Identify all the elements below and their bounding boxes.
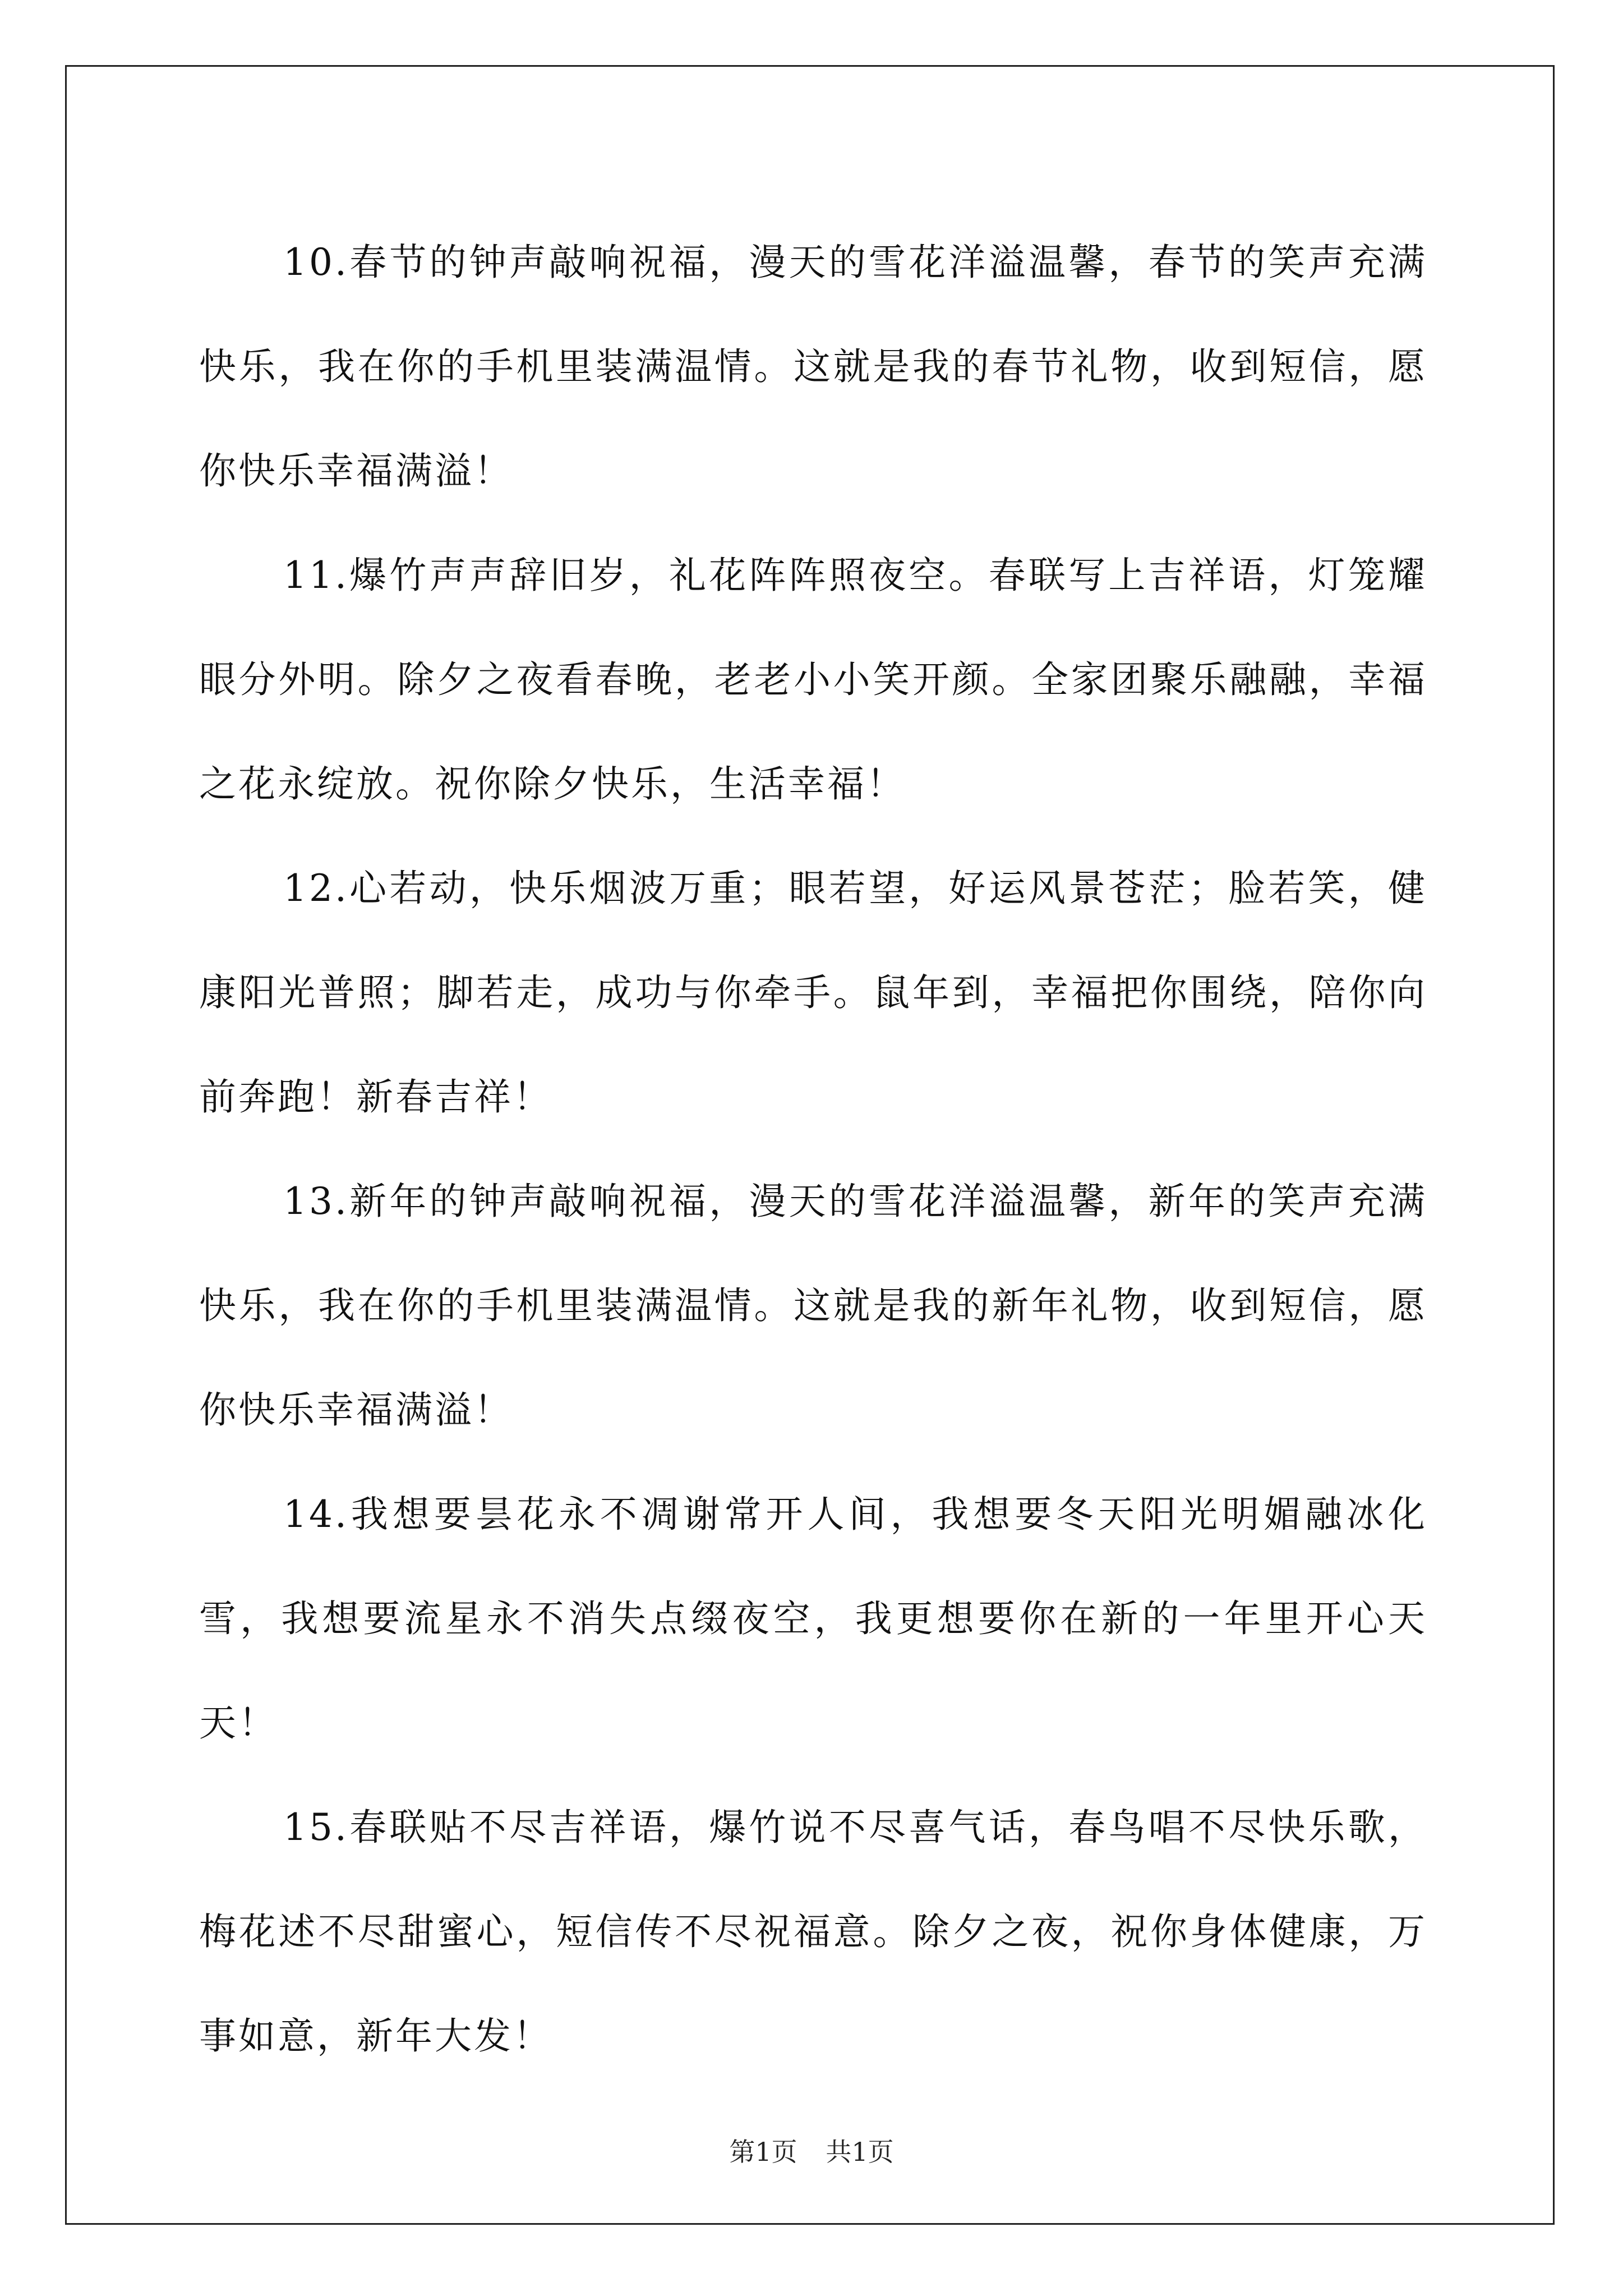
paragraph-10: 10.春节的钟声敲响祝福，漫天的雪花洋溢温馨，春节的笑声充满快乐，我在你的手机里装满温情。这就是我的春节礼物，收到短信，愿你快乐幸福满溢！ [199,241,1427,493]
paragraph-14: 14.我想要昙花永不凋谢常开人间，我想要冬天阳光明媚融冰化雪，我想要流星永不消失点缀夜空，我更想要你在新的一年里开心天天！ [199,1493,1427,1745]
page-number: 第1页 [729,2137,797,2167]
paragraph-13: 13.新年的钟声敲响祝福，漫天的雪花洋溢温馨，新年的笑声充满快乐，我在你的手机里装满温情。这就是我的新年礼物，收到短信，愿你快乐幸福满溢！ [199,1180,1427,1432]
paragraph-12: 12.心若动，快乐烟波万重；眼若望，好运风景苍茫；脸若笑，健康阳光普照；脚若走，成功与你牵手。鼠年到，幸福把你围绕，陪你向前奔跑！新春吉祥！ [199,867,1427,1119]
paragraph-15: 15.春联贴不尽吉祥语，爆竹说不尽喜气话，春鸟唱不尽快乐歌，梅花述不尽甜蜜心，短信传不尽祝福意。除夕之夜，祝你身体健康，万事如意，新年大发！ [199,1806,1427,2058]
page-total: 共1页 [826,2137,894,2167]
page-footer [0,2132,1623,2169]
paragraph-11: 11.爆竹声声辞旧岁，礼花阵阵照夜空。春联写上吉祥语，灯笼耀眼分外明。除夕之夜看春晚，老老小小笑开颜。全家团聚乐融融，幸福之花永绽放。祝你除夕快乐，生活幸福！ [199,554,1427,806]
document-body [199,210,1427,2088]
